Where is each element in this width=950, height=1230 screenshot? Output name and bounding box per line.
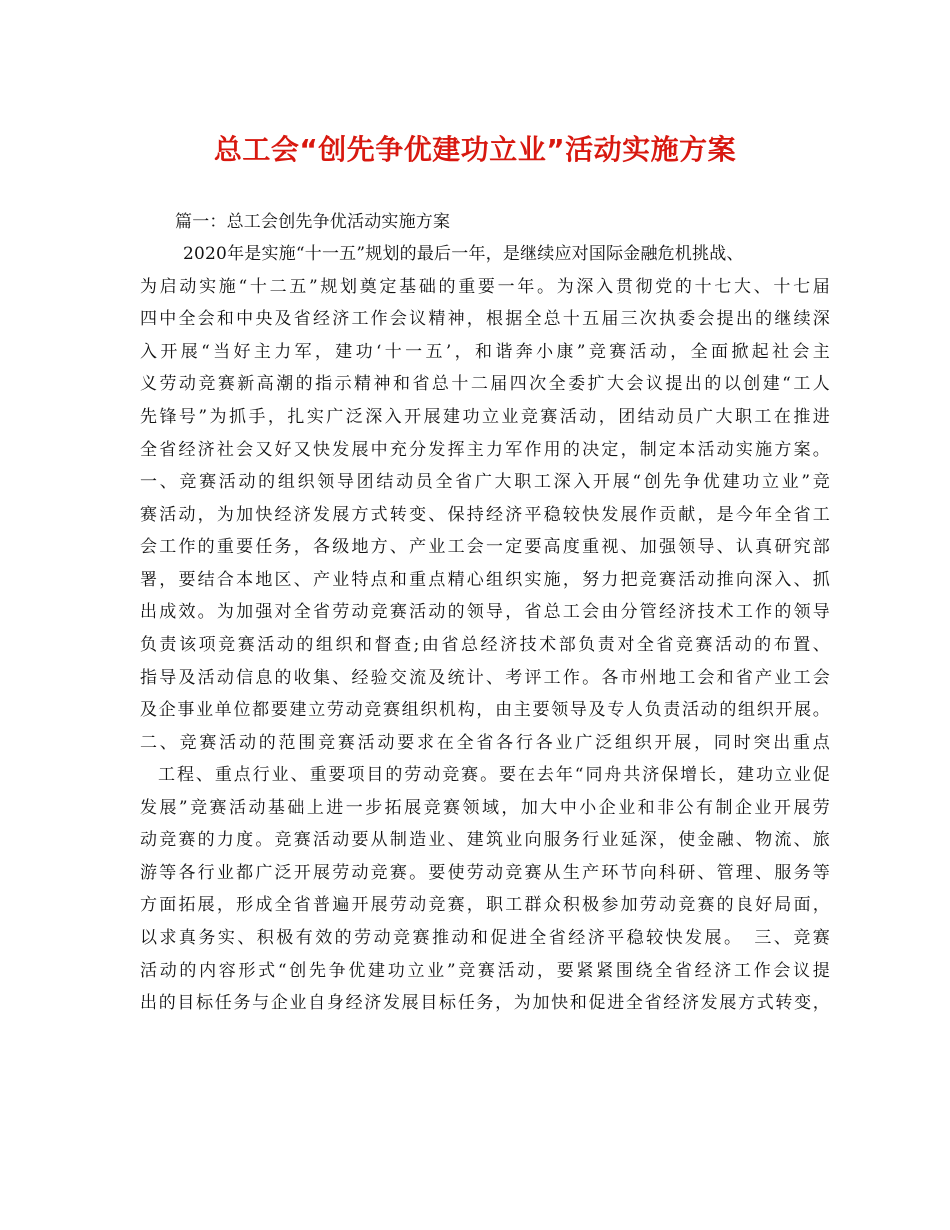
body-text-line: 游等各行业都广泛开展劳动竞赛。要使劳动竞赛从生产环节向科研、管理、服务等: [140, 863, 830, 883]
body-text-line: 为启动实施“十二五”规划奠定基础的重要一年。为深入贯彻党的十七大、十七届: [140, 277, 830, 297]
body-text-line: 一、竞赛活动的组织领导团结动员全省广大职工深入开展“创先争优建功立业”竞: [140, 472, 830, 492]
body-text-line: 先锋号”为抓手，扎实广泛深入开展建功立业竞赛活动，团结动员广大职工在推进: [140, 407, 830, 427]
body-text-line: 二、竞赛活动的范围竞赛活动要求在全省各行各业广泛组织开展，同时突出重点: [140, 733, 830, 753]
section-heading-line: 篇一：总工会创先争优活动实施方案: [175, 212, 451, 232]
body-text-line: 义劳动竞赛新高潮的指示精神和省总十二届四次全委扩大会议提出的以创建“工人: [140, 374, 830, 394]
body-text-line: 全省经济社会又好又快发展中充分发挥主力军作用的决定，制定本活动实施方案。: [140, 440, 830, 460]
document-title: 总工会“创先争优建功立业”活动实施方案: [213, 133, 737, 166]
body-text-line: 署，要结合本地区、产业特点和重点精心组织实施，努力把竞赛活动推向深入、抓: [140, 570, 830, 590]
body-text-line: 活动的内容形式“创先争优建功立业”竞赛活动，要紧紧围绕全省经济工作会议提: [140, 961, 830, 981]
body-text-line: 入开展“当好主力军，建功‘十一五’，和谐奔小康”竞赛活动，全面掀起社会主: [140, 342, 830, 362]
body-text-line: 工程、重点行业、重要项目的劳动竞赛。要在去年“同舟共济保增长，建功立业促: [158, 765, 830, 785]
body-text-line: 会工作的重要任务，各级地方、产业工会一定要高度重视、加强领导、认真研究部: [140, 537, 830, 557]
body-text-line: 四中全会和中央及省经济工作会议精神，根据全总十五届三次执委会提出的继续深: [140, 309, 830, 329]
body-text-line: 赛活动，为加快经济发展方式转变、保持经济平稳较快发展作贡献，是今年全省工: [140, 505, 830, 525]
body-text-line: 负责该项竞赛活动的组织和督查;由省总经济技术部负责对全省竞赛活动的布置、: [140, 635, 830, 655]
body-text-line: 2020年是实施“十一五”规划的最后一年，是继续应对国际金融危机挑战、: [183, 244, 744, 264]
body-text-line: 发展”竞赛活动基础上进一步拓展竞赛领域，加大中小企业和非公有制企业开展劳: [140, 798, 830, 818]
body-text-line: 动竞赛的力度。竞赛活动要从制造业、建筑业向服务行业延深，使金融、物流、旅: [140, 830, 830, 850]
body-text-line: 出的目标任务与企业自身经济发展目标任务，为加快和促进全省经济发展方式转变，: [140, 993, 830, 1013]
body-text-line: 方面拓展，形成全省普遍开展劳动竞赛，职工群众积极参加劳动竞赛的良好局面，: [140, 895, 830, 915]
body-text-line: 出成效。为加强对全省劳动竞赛活动的领导，省总工会由分管经济技术工作的领导: [140, 602, 830, 622]
body-text-line: 指导及活动信息的收集、经验交流及统计、考评工作。各市州地工会和省产业工会: [140, 668, 830, 688]
body-text-line: 以求真务实、积极有效的劳动竞赛推动和促进全省经济平稳较快发展。 三、竞赛: [140, 928, 830, 948]
body-text-line: 及企事业单位都要建立劳动竞赛组织机构，由主要领导及专人负责活动的组织开展。: [140, 700, 830, 720]
